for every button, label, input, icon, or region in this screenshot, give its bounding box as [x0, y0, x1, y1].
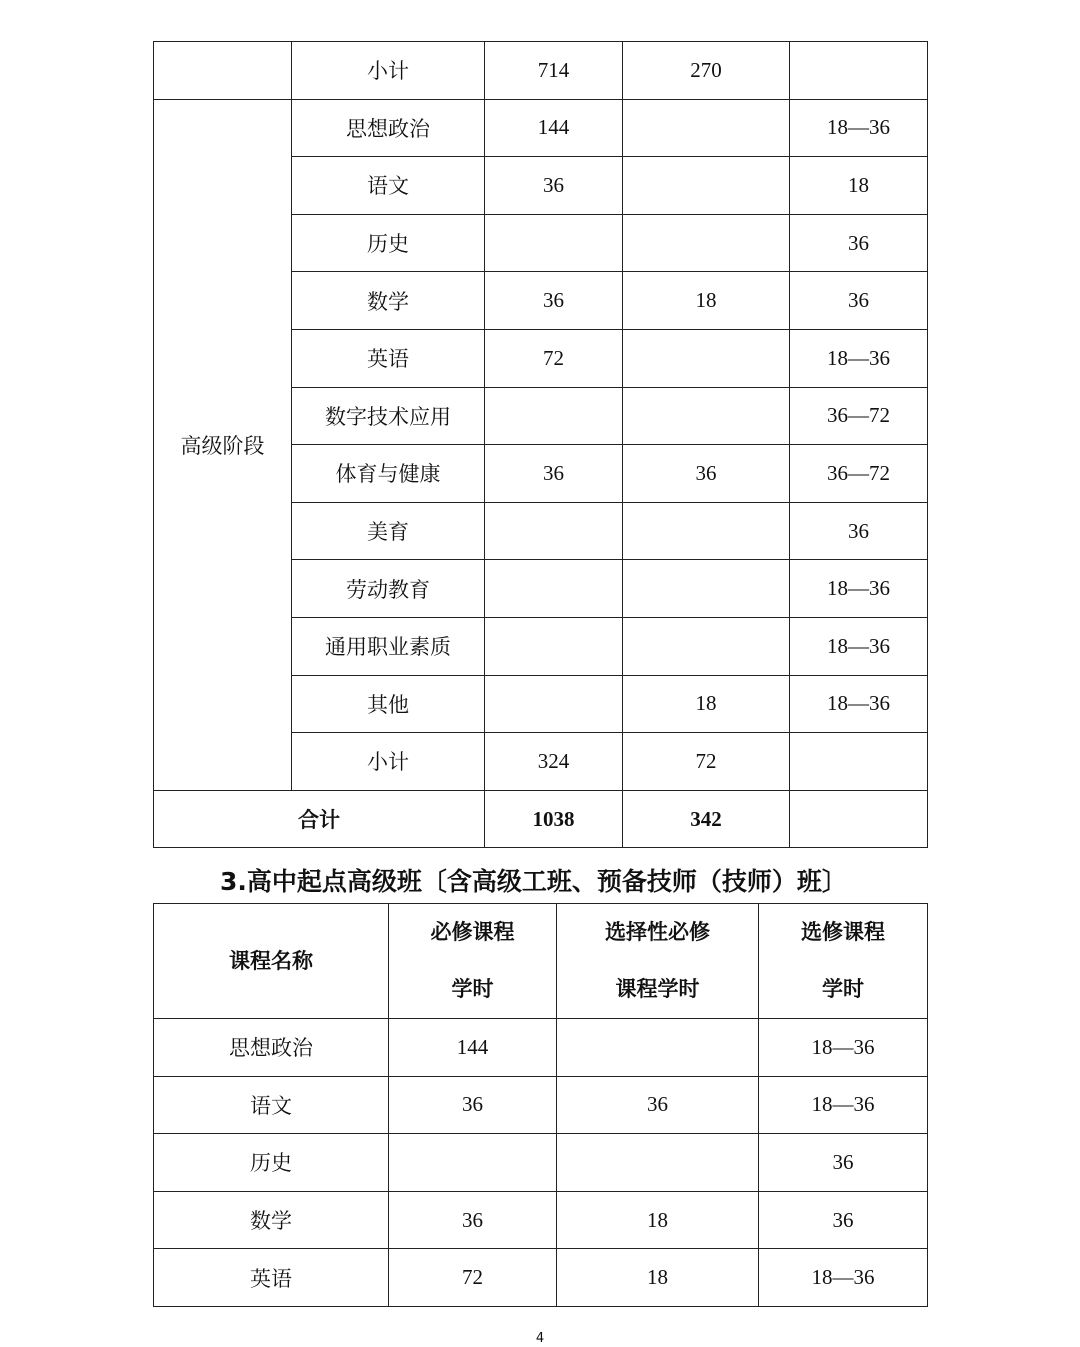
required-hours-cell: 714: [485, 42, 623, 100]
selective-hours-cell: [623, 617, 790, 675]
table-row-prev-subtotal: [154, 42, 928, 100]
header-selective-line1: 选择性必修: [605, 920, 710, 944]
course-name-cell: 英语: [292, 329, 485, 387]
course-name-cell: 语文: [292, 157, 485, 215]
course-name-cell: 思想政治: [154, 1019, 389, 1077]
required-hours-cell: 36: [485, 272, 623, 330]
table-row: [154, 1134, 928, 1192]
course-name-cell: 小计: [292, 733, 485, 791]
selective-hours-cell: [623, 502, 790, 560]
required-hours-cell: [485, 214, 623, 272]
elective-hours-cell: 36: [759, 1191, 928, 1249]
required-hours-cell: 72: [389, 1249, 557, 1307]
required-hours-cell: [485, 560, 623, 618]
elective-hours-cell: 18—36: [759, 1076, 928, 1134]
table-row: [154, 99, 928, 157]
header-required-line2: 学时: [451, 977, 494, 1001]
elective-hours-cell: 18—36: [759, 1019, 928, 1077]
required-hours-cell: [485, 502, 623, 560]
selective-hours-cell: 18: [623, 675, 790, 733]
total-elective-cell: [790, 790, 928, 848]
required-hours-cell: 144: [389, 1019, 557, 1077]
elective-hours-cell: 36: [790, 502, 928, 560]
elective-hours-cell: 36—72: [790, 445, 928, 503]
table-row: [154, 1249, 928, 1307]
course-name-cell: 体育与健康: [292, 445, 485, 503]
course-name-cell: 英语: [154, 1249, 389, 1307]
table-row-total: [154, 790, 928, 848]
elective-hours-cell: [790, 42, 928, 100]
elective-hours-cell: 18—36: [759, 1249, 928, 1307]
header-elective-hours: [759, 904, 928, 1019]
selective-hours-cell: [623, 329, 790, 387]
header-selective-hours: [557, 904, 759, 1019]
required-hours-cell: 36: [389, 1191, 557, 1249]
header-required-line1: 必修课程: [430, 920, 515, 944]
course-name-cell: 数字技术应用: [292, 387, 485, 445]
selective-hours-cell: 36: [623, 445, 790, 503]
course-name-cell: 历史: [154, 1134, 389, 1192]
elective-hours-cell: [790, 733, 928, 791]
course-name-cell: 通用职业素质: [292, 617, 485, 675]
selective-hours-cell: 18: [623, 272, 790, 330]
selective-hours-cell: [623, 560, 790, 618]
elective-hours-cell: 18—36: [790, 675, 928, 733]
selective-hours-cell: [623, 99, 790, 157]
course-name-cell: 语文: [154, 1076, 389, 1134]
elective-hours-cell: 36: [790, 272, 928, 330]
stage-label-cell: 高级阶段: [154, 99, 292, 790]
total-label-cell: 合计: [154, 790, 485, 848]
selective-hours-cell: [557, 1019, 759, 1077]
stage-cell-prev: [154, 42, 292, 100]
course-name-cell: 其他: [292, 675, 485, 733]
required-hours-cell: 36: [485, 157, 623, 215]
required-hours-cell: 324: [485, 733, 623, 791]
course-name-cell: 历史: [292, 214, 485, 272]
header-elective-line1: 选修课程: [801, 920, 885, 944]
table-row: [154, 1076, 928, 1134]
course-name-cell: 数学: [292, 272, 485, 330]
elective-hours-cell: 36: [790, 214, 928, 272]
required-hours-cell: 36: [389, 1076, 557, 1134]
selective-hours-cell: 18: [557, 1249, 759, 1307]
selective-hours-cell: [623, 157, 790, 215]
elective-hours-cell: 18—36: [790, 329, 928, 387]
selective-hours-cell: [557, 1134, 759, 1192]
page-number: 4: [535, 1331, 545, 1346]
total-required-cell: 1038: [485, 790, 623, 848]
course-name-cell: 数学: [154, 1191, 389, 1249]
total-selective-cell: 342: [623, 790, 790, 848]
header-required-hours: [389, 904, 557, 1019]
required-hours-cell: 36: [485, 445, 623, 503]
elective-hours-cell: 18—36: [790, 99, 928, 157]
required-hours-cell: [485, 387, 623, 445]
table-header-row: [154, 904, 928, 1019]
table-row: [154, 1191, 928, 1249]
required-hours-cell: 144: [485, 99, 623, 157]
course-hours-table-high-school-start: [153, 903, 928, 1307]
header-course-name: 课程名称: [154, 904, 389, 1019]
course-name-cell: 美育: [292, 502, 485, 560]
selective-hours-cell: [623, 214, 790, 272]
selective-hours-cell: 18: [557, 1191, 759, 1249]
elective-hours-cell: 18—36: [790, 617, 928, 675]
required-hours-cell: [485, 675, 623, 733]
required-hours-cell: [485, 617, 623, 675]
course-name-cell: 劳动教育: [292, 560, 485, 618]
table-row: [154, 1019, 928, 1077]
header-elective-line2: 学时: [822, 977, 864, 1001]
selective-hours-cell: [623, 387, 790, 445]
elective-hours-cell: 18: [790, 157, 928, 215]
course-hours-table-advanced-stage: [153, 41, 928, 848]
selective-hours-cell: 72: [623, 733, 790, 791]
required-hours-cell: 72: [485, 329, 623, 387]
elective-hours-cell: 36—72: [790, 387, 928, 445]
header-selective-line2: 课程学时: [615, 977, 700, 1001]
required-hours-cell: [389, 1134, 557, 1192]
selective-hours-cell: 270: [623, 42, 790, 100]
section-title: 3.高中起点高级班〔含高级工班、预备技师（技师）班〕: [220, 867, 847, 896]
course-name-cell: 小计: [292, 42, 485, 100]
course-name-cell: 思想政治: [292, 99, 485, 157]
elective-hours-cell: 18—36: [790, 560, 928, 618]
elective-hours-cell: 36: [759, 1134, 928, 1192]
selective-hours-cell: 36: [557, 1076, 759, 1134]
